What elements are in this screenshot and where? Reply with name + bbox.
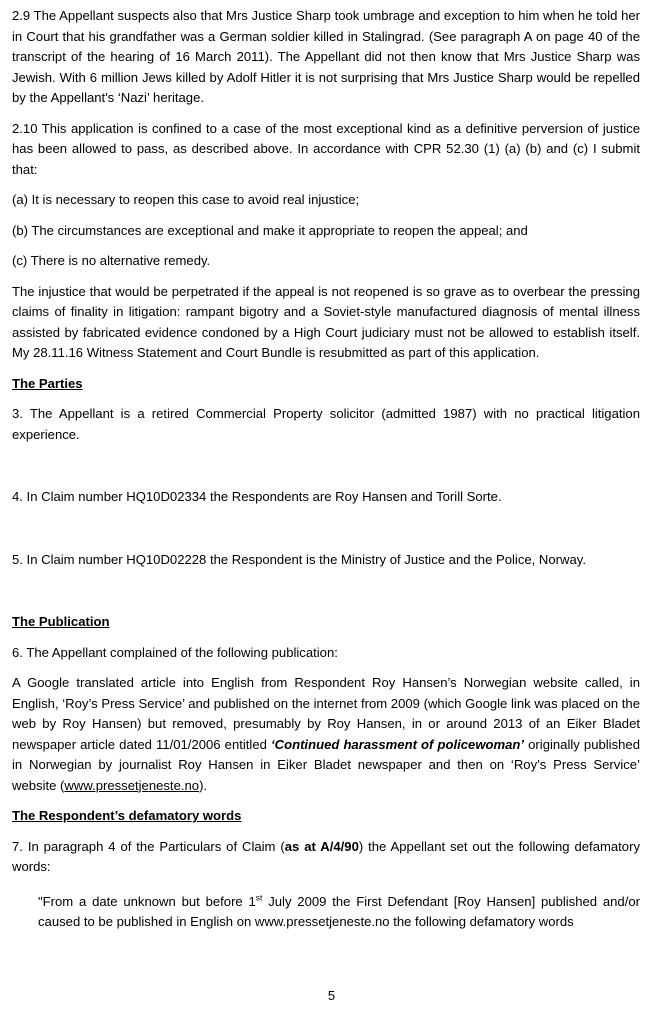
heading-defamatory-words: The Respondent’s defamatory words [12,808,242,823]
article-title: ‘Continued harassment of policewoman’ [270,736,525,752]
quoted-defamatory-words [38,892,640,933]
document-body [12,6,640,943]
paragraph-7-start: 7. In paragraph 4 of the Particulars of Claim ( [12,838,285,854]
paragraph-7-end: ) the Appellant set out the following defamatory words: [12,838,640,874]
list-item-b: (b) The circumstances are exceptional and make it appropriate to reopen the appeal; and [12,222,528,238]
paragraph-7 [12,837,640,878]
quote-superscript: st [255,892,263,903]
page-number: 5 [327,988,336,1003]
paragraph-5: 5. In Claim number HQ10D02228 the Respondent is the Ministry of Justice and the Police, Norway. [12,551,586,567]
paragraph-3: 3. The Appellant is a retired Commercial Property solicitor (admitted 1987) with no practical litigation experience. [12,406,640,442]
list-item-c: (c) There is no alternative remedy. [12,253,211,268]
quote-end: July 2009 the First Defendant [Roy Hansen] published and/or caused to be published in English on www.pressetjeneste.no the following defamatory words [38,893,640,929]
paragraph-6: 6. The Appellant complained of the following publication: [12,644,338,660]
article-text-middle: originally published in Norwegian by journalist Roy Hansen in Eiker Bladet newspaper and then on ‘Roy’s Press Service’ website ( [12,736,640,793]
paragraph-2-9: 2.9 The Appellant suspects also that Mrs Justice Sharp took umbrage and exception to him when he told her in Court that his grandfather was a German soldier killed in Stalingrad. (See paragraph A on page 40 of the transcript of the hearing of 16 March 2011). The Appellant did not then know that Mrs Justice Sharp was Jewish. With 6 million Jews killed by Adolf Hitler it is not surprising that Mrs Justice Sharp would be repelled by the Appellant's ‘Nazi’ heritage. [12,8,640,105]
article-text-start: A Google translated article into English from Respondent Roy Hansen’s Norwegian website called, in English, ‘Roy’s Press Service’ and published on the internet from 2009 (which Google link was placed on the web by Roy Hansen) but removed, presumably by Roy Hansen, in or around 2013 of an Eiker Bladet newspaper article dated 11/01/2006 entitled [12,675,640,752]
article-text-end: ). [199,777,208,793]
heading-the-parties: The Parties [12,375,83,391]
paragraph-2-10: 2.10 This application is confined to a case of the most exceptional kind as a definitive perversion of justice has been allowed to pass, as described above. In accordance with CPR 52.30 (1) (a) (b) and (c) I submit that: [12,120,640,177]
quote-start: "From a date unknown but before 1 [38,893,256,909]
paragraph-4: 4. In Claim number HQ10D02334 the Respondents are Roy Hansen and Torill Sorte. [12,489,502,504]
list-item-a: (a) It is necessary to reopen this case to avoid real injustice; [12,192,360,207]
injustice-paragraph: The injustice that would be perpetrated if the appeal is not reopened is so grave as to overbear the pressing claims of finality in litigation: rampant bigotry and a Soviet-style manufactured diagnosis of mental illness assisted by fabricated evidence condoned by a High Court judiciary must not be allowed to establish itself. My 28.11.16 Witness Statement and Court Bundle is resubmitted as part of this application. [12,283,640,360]
article-paragraph [12,673,640,796]
website-link[interactable]: www.pressetjeneste.no [64,777,200,793]
heading-the-publication: The Publication [12,614,110,629]
paragraph-7-reference: as at A/4/90 [284,838,359,854]
